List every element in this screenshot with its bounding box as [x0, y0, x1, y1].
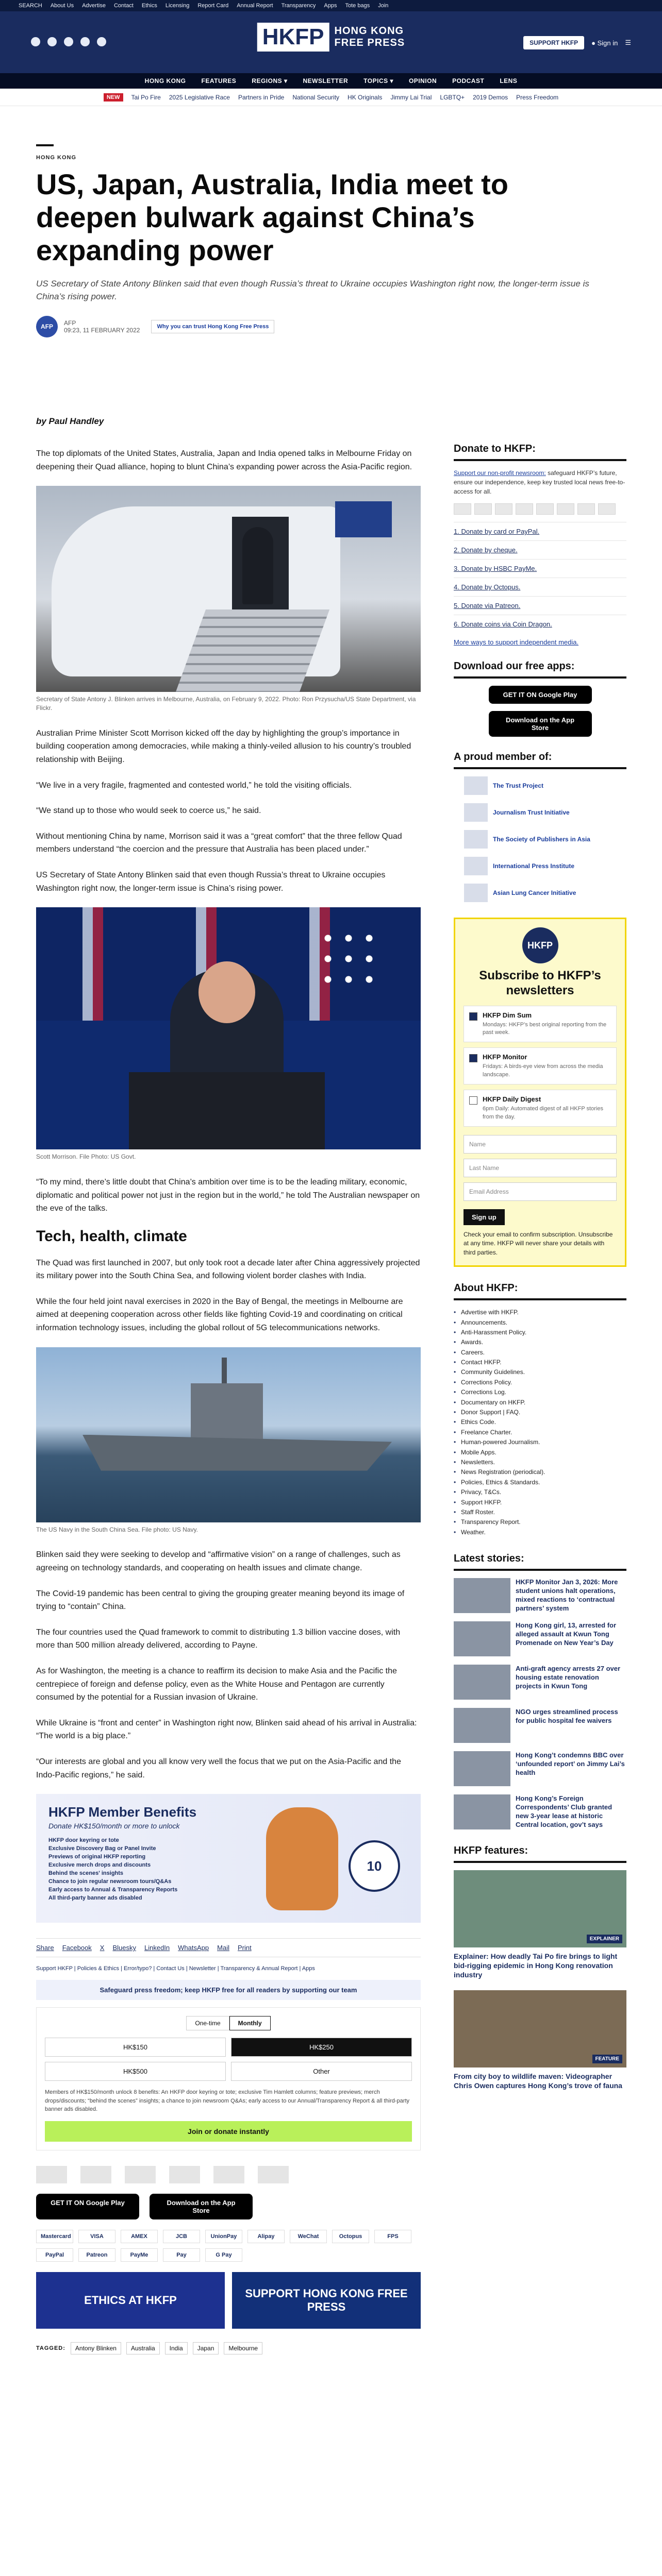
flag-shape — [335, 501, 392, 537]
about-link[interactable]: • Staff Roster. — [454, 1507, 626, 1517]
util-advertise[interactable]: Advertise — [82, 3, 106, 9]
author-info — [64, 319, 140, 334]
share-label: Share — [36, 1944, 54, 1952]
safeguard-banner[interactable]: Safeguard press freedom; keep HKFP free for all readers by supporting our team — [36, 1980, 421, 2000]
photo-caption: Secretary of State Antony J. Blinken arrives in Melbourne, Australia, on February 9, 2022. Photo: Ron Przysucha/US State Department, via Flickr. — [36, 696, 416, 711]
util-tote-bags[interactable]: Tote bags — [345, 3, 370, 9]
story-title: HKFP Monitor Jan 3, 2026: More student unions halt operations, mixed reactions to ‘contractual partners’ system — [516, 1578, 618, 1612]
nav-podcast[interactable]: PODCAST — [452, 77, 485, 84]
feature-tag: EXPLAINER — [587, 1935, 622, 1943]
photo-caption: The US Navy in the South China Sea. File photo: US Navy. — [36, 1526, 198, 1533]
paragraph: “We stand up to those who would seek to coerce us,” he said. — [36, 806, 261, 816]
donate-option-label: 1. Donate by card or PayPal. — [454, 528, 540, 535]
logo-line-1: HONG KONG — [334, 25, 404, 37]
util-annual-report[interactable]: Annual Report — [237, 3, 273, 9]
story-title: Hong Kong girl, 13, arrested for alleged assault at Kwun Tong Promenade on New Year’s Day — [516, 1621, 617, 1647]
share-x[interactable]: X — [100, 1944, 105, 1952]
payment-logo: PayPal — [36, 2248, 73, 2262]
org-name: Asian Lung Cancer Initiative — [493, 889, 576, 896]
signup-note: Check your email to confirm subscription. Unsubscribe at any time. HKFP will never share your details with third parties. — [464, 1230, 613, 1256]
card-logo — [474, 503, 492, 515]
story-title: Hong Kong’t condemns BBC over ‘unfounded report’ on Jimmy Lai’s health — [516, 1751, 625, 1776]
amount-options — [45, 2038, 412, 2081]
donate-option-label: 5. Donate via Patreon. — [454, 602, 521, 609]
promo-banners — [36, 2272, 421, 2329]
util-about[interactable]: About Us — [50, 3, 74, 9]
about-link[interactable]: • Weather. — [454, 1528, 626, 1537]
trending-item[interactable]: 2025 Legislative Race — [169, 93, 230, 101]
payment-logo: Octopus — [332, 2230, 369, 2243]
paragraph: The Quad was first launched in 2007, but only took root a decade later after China aggressively projected its military power into the South China Sea, and following violent border clashes with India. — [36, 1258, 420, 1281]
org-logo — [464, 884, 488, 902]
support-hkfp-button[interactable]: SUPPORT HKFP — [523, 36, 584, 49]
about-link[interactable]: • Contact HKFP. — [454, 1358, 626, 1367]
payment-logo: PayMe — [121, 2248, 158, 2262]
nav-features[interactable]: FEATURES — [201, 77, 237, 84]
member-org[interactable] — [464, 803, 626, 822]
subscribe-title: Subscribe to HKFP’s newsletters — [479, 969, 601, 997]
donate-option[interactable] — [454, 615, 626, 633]
share-bar — [36, 1938, 421, 1957]
latest-story[interactable] — [454, 1578, 626, 1613]
youtube-icon[interactable] — [80, 37, 90, 46]
about-link[interactable]: • Newsletters. — [454, 1458, 626, 1467]
app-store-button[interactable]: Download on the App Store — [150, 2194, 253, 2219]
apps-heading: Download our free apps: — [454, 660, 626, 679]
about-link[interactable]: • Anti-Harassment Policy. — [454, 1328, 626, 1337]
freq-one-time[interactable]: One-time — [186, 2016, 229, 2030]
util-report-card[interactable]: Report Card — [197, 3, 229, 9]
frequency-toggle — [45, 2016, 412, 2030]
author-name[interactable]: AFP — [64, 319, 76, 327]
newsletter-option[interactable] — [464, 1090, 617, 1127]
paragraph: Without mentioning China by name, Morrison said it was a “great comfort” that the three fellow Quad members understand “the coercion and the pressure that Australia has been placed under.” — [36, 832, 402, 854]
util-apps[interactable]: Apps — [324, 3, 337, 9]
partner-logo[interactable] — [169, 2166, 200, 2183]
latest-story[interactable] — [454, 1621, 626, 1656]
trending-item[interactable]: Partners in Pride — [238, 93, 285, 101]
amount-option[interactable]: HK$250 — [231, 2038, 412, 2057]
last-name-field[interactable]: Last Name — [464, 1159, 617, 1177]
card-logo — [577, 503, 595, 515]
promo-title: HKFP Member Benefits — [48, 1804, 197, 1820]
donate-intro — [454, 468, 626, 496]
ship-tower — [191, 1383, 263, 1440]
trending-item[interactable]: HK Originals — [347, 93, 383, 101]
amount-option[interactable]: HK$150 — [45, 2038, 226, 2057]
about-link[interactable]: • Donor Support | FAQ. — [454, 1408, 626, 1417]
card-logo — [495, 503, 512, 515]
donate-option-label: 4. Donate by Octopus. — [454, 583, 521, 591]
about-link[interactable]: • Support HKFP. — [454, 1498, 626, 1507]
benefit-item: Exclusive merch drops and discounts — [48, 1862, 151, 1869]
podium-shape — [129, 1072, 325, 1149]
feature-story[interactable] — [454, 1870, 626, 1980]
share-linkedin[interactable]: LinkedIn — [144, 1944, 170, 1952]
org-name: The Trust Project — [493, 782, 544, 789]
card-logo — [536, 503, 554, 515]
payment-logo: Patreon — [78, 2248, 115, 2262]
sidebar — [454, 443, 626, 2100]
photo-caption: Scott Morrison. File Photo: US Govt. — [36, 1153, 136, 1161]
newsletter-option[interactable] — [464, 1047, 617, 1084]
x-icon[interactable] — [47, 37, 57, 46]
logo-text — [335, 25, 405, 49]
newsletter-desc: 6pm Daily: Automated digest of all HKFP stories from the day. — [483, 1106, 603, 1120]
util-join[interactable]: Join — [378, 3, 389, 9]
logo-line-2: FREE PRESS — [334, 37, 405, 48]
story-thumbnail — [454, 1665, 510, 1700]
benefit-item: Chance to join regular newsroom tours/Q&As — [48, 1878, 172, 1885]
signin-link[interactable]: ● Sign in — [591, 39, 618, 47]
social-links — [31, 37, 106, 46]
nav-hong-kong[interactable]: HONG KONG — [144, 77, 186, 84]
article-meta — [36, 316, 624, 337]
paragraph: Australian Prime Minister Scott Morrison kicked off the day by highlighting the group’s importance in building cooperation among democracies, while making a thinly-veiled allusion to his country’s troubled relationship with Beijing. — [36, 728, 411, 764]
nav-opinion[interactable]: OPINION — [408, 77, 437, 84]
trending-item[interactable]: Tai Po Fire — [131, 93, 161, 101]
tag-chip[interactable]: Australia — [126, 2342, 160, 2354]
partner-logo[interactable] — [258, 2166, 289, 2183]
org-logo — [464, 776, 488, 795]
share-facebook[interactable]: Facebook — [62, 1944, 92, 1952]
feature-story[interactable] — [454, 1990, 626, 2090]
paragraph: “To my mind, there’s little doubt that China’s ambition over time is to be the leading military, economic, diplomatic and political power not just in the region but in the world,” he told The Australian newspaper on the eve of the talks. — [36, 1177, 420, 1213]
linkedin-icon[interactable] — [97, 37, 106, 46]
nav-newsletter[interactable]: NEWSLETTER — [303, 77, 349, 84]
join-donate-button[interactable]: Join or donate instantly — [45, 2121, 412, 2142]
paragraph: While the four held joint naval exercises in 2020 in the Bay of Bengal, the meetings in Melbourne are aimed at deepening cooperation across other fields like fighting Covid-19 and coordinating on critical information technology issues, including the global rollout of 5G telecommunications networks. — [36, 1297, 403, 1333]
google-play-button[interactable]: GET IT ON Google Play — [36, 2194, 139, 2219]
payment-logo: Mastercard — [36, 2230, 73, 2243]
donate-option-label: 3. Donate by HSBC PayMe. — [454, 565, 537, 572]
latest-story[interactable] — [454, 1665, 626, 1700]
latest-heading: Latest stories: — [454, 1553, 626, 1571]
menu-icon[interactable]: ☰ — [625, 39, 631, 46]
story-thumbnail — [454, 1751, 510, 1786]
org-logo — [464, 857, 488, 875]
site-header — [0, 11, 662, 73]
newsletter-desc: Fridays: A birds-eye view from across the media landscape. — [483, 1063, 603, 1078]
story-title: Hong Kong’s Foreign Correspondents’ Club granted new 3-year lease at historic Central location, gov’t says — [516, 1794, 613, 1828]
newsletter-title: HKFP Monitor — [483, 1053, 527, 1061]
facebook-icon[interactable] — [31, 37, 40, 46]
donate-option[interactable] — [454, 559, 626, 578]
card-logo — [598, 503, 616, 515]
about-link[interactable]: • Transparency Report. — [454, 1517, 626, 1527]
payment-logo: UnionPay — [205, 2230, 242, 2243]
latest-story[interactable] — [454, 1751, 626, 1786]
support-links[interactable]: Support HKFP | Policies & Ethics | Error/typo? | Contact Us | Newsletter | Transparency & Annual Report | Apps — [36, 1965, 315, 1972]
about-links — [454, 1308, 626, 1537]
org-name: The Society of Publishers in Asia — [493, 836, 590, 843]
latest-story[interactable] — [454, 1794, 626, 1829]
benefit-item: Previews of original HKFP reporting — [48, 1854, 146, 1860]
paragraph: “Our interests are global and you all know very well the focus that we put on the Asia-Pacific and the Indo-Pacific regions,” he said. — [36, 1757, 401, 1780]
section-rule — [36, 144, 54, 146]
util-search[interactable]: SEARCH — [19, 3, 42, 9]
app-store-row — [36, 2194, 421, 2219]
article-body — [36, 447, 421, 2354]
story-title: Anti-graft agency arrests 27 over housing estate renovation projects in Kwun Tong — [516, 1665, 621, 1690]
donate-note: Members of HK$150/month unlock 8 benefits: An HKFP door keyring or tote; exclusive Tim Hamlett columns; feature previews; merch drops/discounts; “behind the scenes” insights; a chance to join newsroom Q&As; early access to our Annual/Transparency Report & all third-party banner ads disabled. — [45, 2089, 410, 2113]
support-banner[interactable]: SUPPORT HONG KONG FREE PRESS — [232, 2272, 421, 2329]
paragraph: “We live in a very fragile, fragmented and contested world,” he told the visiting officials. — [36, 781, 352, 790]
section-label[interactable]: HONG KONG — [36, 155, 77, 161]
partner-logo[interactable] — [80, 2166, 111, 2183]
newsletter-checkbox[interactable] — [469, 1096, 477, 1105]
flag-stars — [318, 928, 379, 990]
member-org[interactable] — [464, 884, 626, 902]
ten-years-badge: 10 — [349, 1840, 400, 1892]
newsletter-title: HKFP Dim Sum — [483, 1011, 532, 1019]
feature-image — [454, 1990, 626, 2067]
new-badge: NEW — [104, 93, 123, 101]
story-thumbnail — [454, 1794, 510, 1829]
partner-logos — [36, 2166, 421, 2183]
tags-label: TAGGED: — [36, 2345, 65, 2351]
photo-scott-morrison — [36, 907, 421, 1149]
first-name-field[interactable]: Name — [464, 1135, 617, 1154]
hkfp-logo: HKFP — [522, 927, 558, 963]
person-shape — [242, 527, 273, 604]
story-thumbnail — [454, 1578, 510, 1613]
story-thumbnail — [454, 1708, 510, 1743]
tag-chip[interactable]: Japan — [193, 2342, 219, 2354]
speaker-face — [198, 961, 255, 1023]
article-tags — [36, 2342, 421, 2354]
partner-logo[interactable] — [36, 2166, 67, 2183]
util-ethics[interactable]: Ethics — [141, 3, 157, 9]
article-headline: US, Japan, Australia, India meet to deepen bulwark against China’s expanding power — [36, 168, 508, 266]
byline: by Paul Handley — [36, 416, 104, 426]
signup-button[interactable]: Sign up — [464, 1209, 505, 1225]
share-mail[interactable]: Mail — [217, 1944, 229, 1952]
partner-logo[interactable] — [213, 2166, 244, 2183]
org-name: Journalism Trust Initiative — [493, 809, 570, 816]
about-link[interactable]: • Freelance Charter. — [454, 1428, 626, 1437]
article-header — [36, 144, 624, 337]
about-link[interactable]: • Advertise with HKFP. — [454, 1308, 626, 1317]
paragraph: The top diplomats of the United States, Australia, Japan and India opened talks in Melbourne Friday on deepening their Quad alliance, hoping to blunt China’s expanding power across the Asia-Pacific region. — [36, 449, 412, 471]
member-org[interactable] — [464, 776, 626, 795]
ship-hull — [82, 1435, 392, 1471]
trending-item[interactable]: 2019 Demos — [473, 93, 508, 101]
utility-bar — [0, 0, 662, 11]
org-logo — [464, 830, 488, 849]
features-heading: HKFP features: — [454, 1845, 626, 1863]
tag-chip[interactable]: Melbourne — [224, 2342, 262, 2354]
sidebar-app-store[interactable]: Download on the App Store — [489, 711, 592, 737]
payment-cards — [454, 503, 626, 515]
donate-option[interactable] — [454, 540, 626, 559]
paragraph: The Covid-19 pandemic has been central to giving the grouping greater meaning beyond its image of trying to “contain” China. — [36, 1589, 405, 1612]
story-thumbnail — [454, 1621, 510, 1656]
newsletter-desc: Mondays: HKFP’s best original reporting from the past week. — [483, 1021, 607, 1036]
tag-chip[interactable]: Antony Blinken — [71, 2342, 121, 2354]
sidebar-google-play[interactable]: GET IT ON Google Play — [489, 686, 592, 704]
payment-logo: G Pay — [205, 2248, 242, 2262]
member-orgs — [454, 776, 626, 902]
trending-item[interactable]: Press Freedom — [516, 93, 559, 101]
about-link[interactable]: • Policies, Ethics & Standards. — [454, 1478, 626, 1487]
about-link[interactable]: • Mobile Apps. — [454, 1448, 626, 1458]
about-link[interactable]: • Community Guidelines. — [454, 1367, 626, 1377]
paragraph: While Ukraine is “front and center” in Washington right now, Blinken said ahead of his arrival in Australia: “The world is a big place.” — [36, 1718, 417, 1741]
paragraph: Blinken said they were seeking to develop and “affirmative vision” on a range of challenges, such as agreeing on technology standards, and cooperating on health issues and climate change. — [36, 1550, 401, 1573]
why-trust-link[interactable]: Why you can trust Hong Kong Free Press — [151, 320, 274, 333]
header-actions — [523, 36, 631, 49]
payment-logo: Pay — [163, 2248, 200, 2262]
about-link[interactable]: • Corrections Policy. — [454, 1378, 626, 1387]
about-link[interactable]: • Careers. — [454, 1348, 626, 1358]
about-link[interactable]: • Human-powered Journalism. — [454, 1437, 626, 1447]
trending-item[interactable]: LGBTQ+ — [440, 93, 465, 101]
donate-option-label: 2. Donate by cheque. — [454, 546, 518, 554]
trending-item[interactable]: National Security — [292, 93, 340, 101]
share-bluesky[interactable]: Bluesky — [112, 1944, 136, 1952]
newsletter-checkbox[interactable] — [469, 1012, 477, 1021]
payment-logo: FPS — [374, 2230, 411, 2243]
amount-option[interactable]: HK$500 — [45, 2062, 226, 2081]
card-logo — [557, 503, 574, 515]
tag-chip[interactable]: India — [165, 2342, 188, 2354]
payment-logo: AMEX — [121, 2230, 158, 2243]
donate-intro-text: safeguard HKFP’s future, ensure our independence, keep key trusted local news free-to-access for all. — [454, 469, 625, 495]
donate-option[interactable] — [454, 522, 626, 540]
latest-story[interactable] — [454, 1708, 626, 1743]
member-org[interactable] — [464, 857, 626, 875]
mascot-deer — [266, 1807, 338, 1910]
main-nav — [0, 73, 662, 89]
instagram-icon[interactable] — [64, 37, 73, 46]
newsletter-checkbox[interactable] — [469, 1054, 477, 1062]
nav-regions[interactable]: REGIONS ▾ — [252, 77, 288, 84]
photo-blinken-arrival — [36, 486, 421, 692]
nav-lens[interactable]: LENS — [500, 77, 518, 84]
newsletter-title: HKFP Daily Digest — [483, 1095, 541, 1104]
paragraph: As for Washington, the meeting is a chance to reaffirm its decision to make Asia and the Pacific the centrepiece of foreign and defense policy, even as the White House and Pentagon are currently consumed by the potential for a Russian invasion of Ukraine. — [36, 1667, 397, 1702]
donate-option[interactable] — [454, 578, 626, 596]
feature-title: Explainer: How deadly Tai Po fire brings to light bid-rigging epidemic in Hong Kong renovation industry — [454, 1952, 618, 1979]
signin-label: Sign in — [597, 39, 618, 47]
about-link[interactable]: • News Registration (periodical). — [454, 1467, 626, 1477]
author-avatar[interactable]: AFP — [36, 316, 58, 337]
card-logo — [454, 503, 471, 515]
about-link[interactable]: • Corrections Log. — [454, 1387, 626, 1397]
util-contact[interactable]: Contact — [113, 3, 134, 9]
payment-logo: JCB — [163, 2230, 200, 2243]
photo-us-navy — [36, 1347, 421, 1522]
trending-bar — [0, 89, 662, 106]
benefit-item: Exclusive Discovery Bag or Panel Invite — [48, 1845, 156, 1852]
article-standfirst: US Secretary of State Antony Blinken said that even though Russia’s threat to Ukraine occupies Washington right now, the longer-term issue is China’s rising power. — [36, 279, 589, 302]
about-link[interactable]: • Announcements. — [454, 1318, 626, 1328]
story-title: NGO urges streamlined process for public hospital fee waivers — [516, 1708, 618, 1724]
more-ways-link[interactable]: More ways to support independent media. — [454, 638, 579, 646]
donate-option-label: 6. Donate coins via Coin Dragon. — [454, 620, 552, 628]
logo-mark: HKFP — [257, 23, 329, 52]
payment-logo: Alipay — [247, 2230, 285, 2243]
ethics-banner[interactable]: ETHICS AT HKFP — [36, 2272, 225, 2329]
nav-topics[interactable]: TOPICS ▾ — [363, 77, 393, 84]
benefit-item: Early access to Annual & Transparency Reports — [48, 1887, 178, 1893]
benefit-item: HKFP door keyring or tote — [48, 1837, 119, 1844]
donate-widget — [36, 2007, 421, 2150]
paragraph: US Secretary of State Antony Blinken said that even though Russia’s threat to Ukraine occupies Washington right now, the longer-term issue is China’s rising power. — [36, 870, 386, 893]
org-name: International Press Institute — [493, 862, 575, 870]
share-print[interactable]: Print — [237, 1944, 252, 1952]
about-link[interactable]: • Privacy, T&Cs. — [454, 1487, 626, 1497]
about-link[interactable]: • Awards. — [454, 1337, 626, 1347]
util-licensing[interactable]: Licensing — [165, 3, 190, 9]
promo-subtitle: Donate HK$150/month or more to unlock — [48, 1822, 180, 1831]
benefit-item: Behind the scenes' insights — [48, 1870, 124, 1877]
donate-heading: Donate to HKFP: — [454, 443, 626, 461]
proud-member-heading: A proud member of: — [454, 751, 626, 769]
donate-intro-link[interactable]: Support our non-profit newsroom: — [454, 469, 546, 477]
about-heading: About HKFP: — [454, 1282, 626, 1300]
benefits-list — [48, 1837, 177, 1903]
subheading: Tech, health, climate — [36, 1227, 187, 1245]
share-whatsapp[interactable]: WhatsApp — [178, 1944, 209, 1952]
newsletter-option[interactable] — [464, 1006, 617, 1043]
benefit-item: All third-party banner ads disabled — [48, 1895, 142, 1902]
site-logo[interactable] — [257, 23, 405, 52]
newsletter-signup — [454, 918, 626, 1267]
payment-logo: VISA — [78, 2230, 115, 2243]
org-logo — [464, 803, 488, 822]
about-link[interactable]: • Documentary on HKFP. — [454, 1398, 626, 1408]
freq-monthly[interactable]: Monthly — [229, 2016, 271, 2030]
about-link[interactable]: • Ethics Code. — [454, 1417, 626, 1427]
util-transparency[interactable]: Transparency — [281, 3, 316, 9]
member-org[interactable] — [464, 830, 626, 849]
trending-item[interactable]: Jimmy Lai Trial — [390, 93, 432, 101]
card-logo — [516, 503, 533, 515]
partner-logo[interactable] — [125, 2166, 156, 2183]
email-field[interactable]: Email Address — [464, 1182, 617, 1201]
feature-title: From city boy to wildlife maven: Videographer Chris Owen captures Hong Kong’s trove of fauna — [454, 2072, 622, 2090]
amount-option[interactable]: Other — [231, 2062, 412, 2081]
publish-date: 09:23, 11 FEBRUARY 2022 — [64, 326, 140, 334]
member-benefits-promo[interactable] — [36, 1794, 421, 1923]
feature-tag: FEATURE — [592, 2055, 622, 2063]
donate-option[interactable] — [454, 596, 626, 615]
feature-image — [454, 1870, 626, 1947]
payment-methods — [36, 2230, 421, 2262]
payment-logo: WeChat — [290, 2230, 327, 2243]
paragraph: The four countries used the Quad framework to commit to distributing 1.3 billion vaccine doses, with more than 500 million already delivered, according to Payne. — [36, 1628, 401, 1650]
